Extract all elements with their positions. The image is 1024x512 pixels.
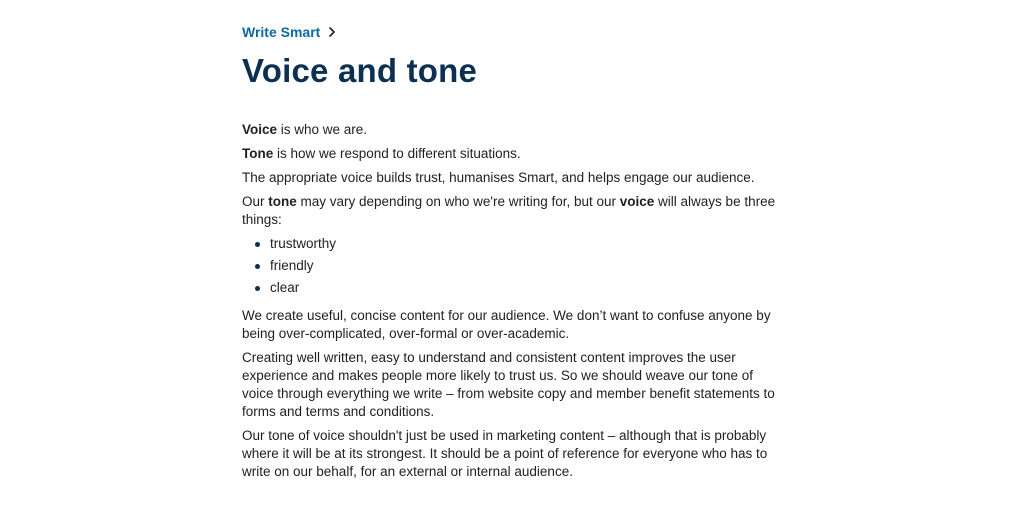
tone-vary-part-2: may vary depending on who we're writing for, but our [296,194,620,209]
tone-vary-part-1: Our [242,194,269,209]
tone-term: Tone [242,146,274,161]
tone-definition [242,145,787,163]
tone-vary-bold-tone: tone [268,194,297,209]
tone-vary-part-3: will always be three things: [242,194,776,227]
breadcrumb-write-smart[interactable] [242,24,338,40]
paragraph-useful-content: We create useful, concise content for our audience. We don’t want to confuse anyone by being over-complicated, over-formal or over-academic. [242,308,771,341]
bullet-icon [255,242,260,247]
article-body [242,121,787,487]
list-item [242,257,787,275]
trait-label: friendly [270,258,314,273]
breadcrumb-label: Write Smart [242,24,321,40]
tone-vary-text [242,193,787,229]
appropriate-voice-text: The appropriate voice builds trust, humanises Smart, and helps engage our audience. [242,170,755,185]
bullet-icon [255,286,260,291]
tone-definition-text: is how we respond to different situations. [273,146,521,161]
paragraph-well-written: Creating well written, easy to understand and consistent content improves the user experience and makes people more likely to trust us. So we should weave our tone of voice through everything we write – from website copy and member benefit statements to forms and terms and conditions. [242,350,775,419]
bullet-icon [255,264,260,269]
voice-term: Voice [242,122,278,137]
paragraph-marketing: Our tone of voice shouldn't just be used in marketing content – although that is probably where it will be at its strongest. It should be a point of reference for everyone who has to write on our behalf, for an external or internal audience. [242,428,768,479]
trait-label: trustworthy [270,236,337,251]
list-item [242,235,787,253]
chevron-right-icon [326,25,338,39]
traits-list [242,235,787,297]
voice-definition [242,121,787,139]
voice-definition-text: is who we are. [277,122,368,137]
tone-vary-bold-voice: voice [619,194,655,209]
list-item [242,279,787,297]
page-title: Voice and tone [242,52,478,89]
trait-label: clear [270,280,300,295]
